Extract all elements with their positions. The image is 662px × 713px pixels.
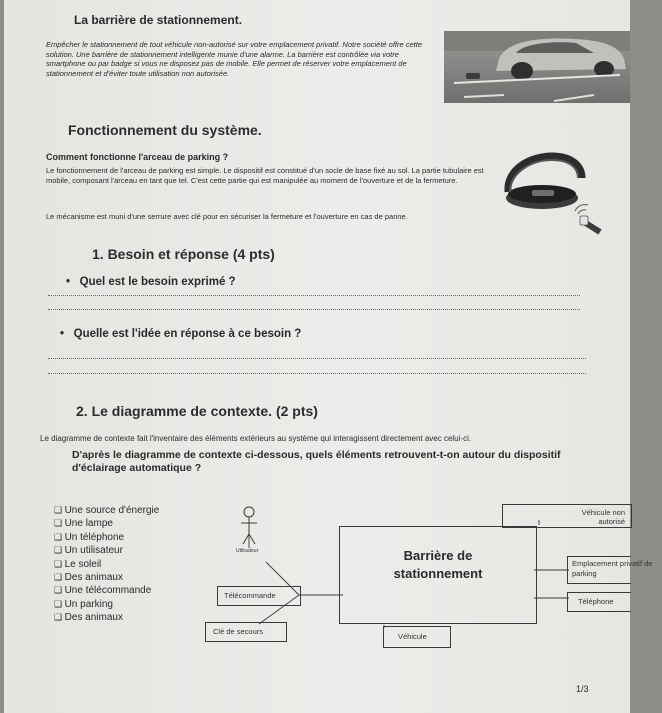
- parked-car-photo: [444, 31, 630, 103]
- checklist-item[interactable]: ❑ Un parking: [54, 598, 159, 611]
- element-label: Véhicule non autorisé: [581, 508, 625, 526]
- question-arceau: Comment fonctionne l'arceau de parking ?: [46, 152, 229, 162]
- page-number: 1/3: [576, 684, 589, 694]
- element-vehicule: [383, 626, 451, 648]
- element-vehicule-non-autorise: [502, 504, 632, 528]
- parking-barrier-illustration: [492, 148, 618, 248]
- element-label: Véhicule: [398, 632, 427, 641]
- section-besoin-reponse: 1. Besoin et réponse (4 pts): [92, 246, 275, 262]
- checklist-item[interactable]: ❑ Des animaux: [54, 611, 159, 624]
- paragraph-serrure: Le mécanisme est muni d'une serrure avec clé pour en sécuriser la fermeture et l'ouverture en cas de panne.: [46, 212, 408, 221]
- section-fonctionnement: Fonctionnement du système.: [68, 122, 262, 138]
- system-box: [339, 526, 537, 624]
- checklist-item[interactable]: ❑ Des animaux: [54, 571, 159, 584]
- element-cle-secours: [205, 622, 287, 642]
- question-idee: • Quelle est l'idée en réponse à ce besoin ?: [60, 328, 302, 340]
- checklist-item[interactable]: ❑ Une télécommande: [54, 584, 159, 597]
- context-diagram: [199, 500, 653, 670]
- element-label: Clé de secours: [213, 627, 264, 636]
- paragraph-diagramme: Le diagramme de contexte fait l'inventaire des éléments extérieurs au système qui interagissent directement avec celui-ci.: [40, 434, 472, 443]
- intro-paragraph: Empêcher le stationnement de tout véhicule non-autorisé sur votre emplacement privatif. Notre société offre cette solution. Une barrière de stationnement intelligente munie d'une alarme. La barrière est contrôlée via votre smartphone ou par badge si vous ne disposez pas de mobile. Elle permet de réserver votre emplacement de stationnement et d'éviter toute utilisation non autorisée.: [46, 40, 423, 78]
- user-label: Utilisateur: [236, 548, 259, 554]
- question-idee-text: Quelle est l'idée en réponse à ce besoin ?: [73, 328, 302, 340]
- paragraph-arceau: Le fonctionnement de l'arceau de parking est simple. Le dispositif est constitué d'un socle de base fixé au sol. La partie tubulaire est mobile, composant l'arceau en tant que tel. C'est cette partie qui est manipulée au moment de l'ouverture et de la fermeture.: [46, 166, 484, 185]
- checklist-item[interactable]: ❑ Une lampe: [54, 517, 159, 530]
- question-besoin-text: Quel est le besoin exprimé ?: [79, 276, 236, 288]
- document-page: [4, 0, 653, 713]
- answer-line[interactable]: [48, 373, 586, 374]
- question-diagramme: D'après le diagramme de contexte ci-dessous, quels éléments retrouvent-t-on autour du dispositif d'éclairage automatique ?: [72, 449, 561, 474]
- checklist-item[interactable]: ❑ Un téléphone: [54, 531, 159, 544]
- element-telecommande: [217, 586, 301, 606]
- answer-line[interactable]: [48, 295, 580, 296]
- element-label: Télécommande: [224, 591, 276, 600]
- checklist-item[interactable]: ❑ Le soleil: [54, 558, 159, 571]
- checklist: [54, 504, 159, 625]
- section-diagramme: 2. Le diagramme de contexte. (2 pts): [76, 403, 318, 419]
- element-label: Téléphone: [578, 597, 614, 606]
- element-label: Emplacement privatif de parking: [572, 559, 653, 578]
- checklist-item[interactable]: ❑ Une source d'énergie: [54, 504, 159, 517]
- checklist-item[interactable]: ❑ Un utilisateur: [54, 544, 159, 557]
- answer-line[interactable]: [48, 358, 586, 359]
- element-emplacement: [567, 556, 653, 584]
- system-label: Barrière de stationnement: [393, 548, 483, 581]
- element-telephone: [567, 592, 631, 612]
- answer-line[interactable]: [48, 309, 580, 310]
- question-besoin: • Quel est le besoin exprimé ?: [66, 276, 236, 288]
- document-title: La barrière de stationnement.: [74, 13, 243, 27]
